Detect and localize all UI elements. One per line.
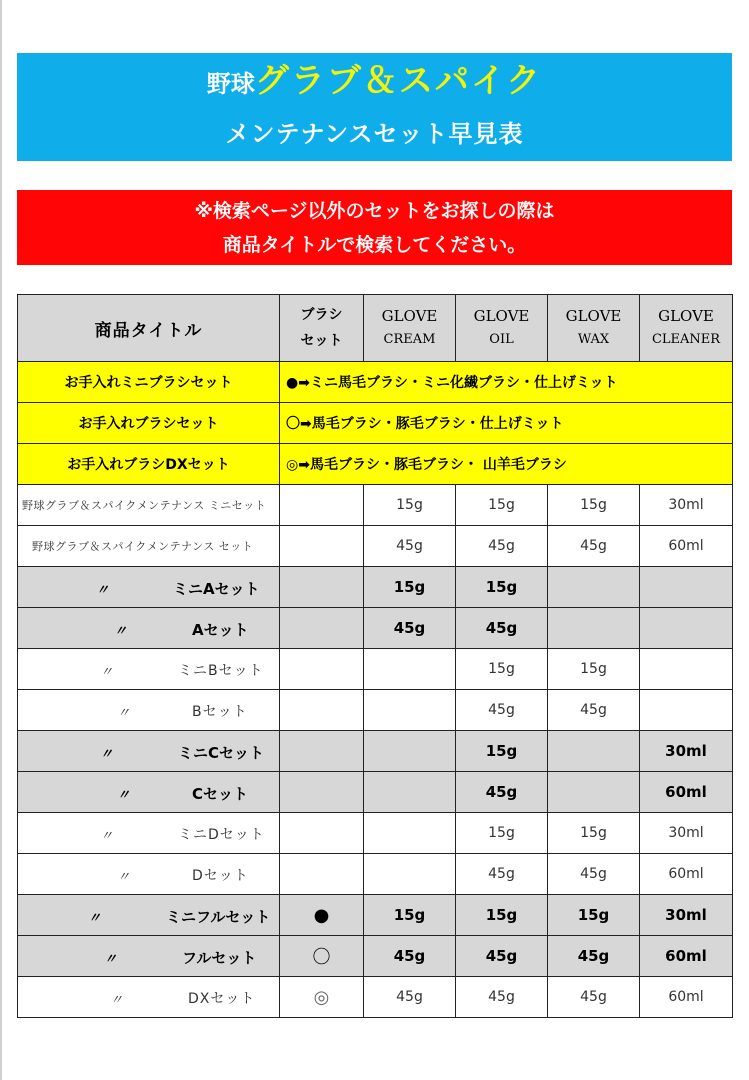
table-row bbox=[18, 854, 733, 895]
cell-brush bbox=[280, 485, 364, 526]
cell-oil: 45g bbox=[456, 936, 548, 977]
cell-brush bbox=[280, 936, 364, 977]
set-name: DXセット bbox=[188, 991, 256, 1007]
brush-mark: ● bbox=[313, 904, 330, 926]
header-cleaner-line2: CLEANER bbox=[651, 332, 721, 347]
header-glove-cream bbox=[364, 295, 456, 362]
title-prefix: 野球 bbox=[206, 70, 255, 98]
cell-brush bbox=[280, 690, 364, 731]
header-brush-set bbox=[280, 295, 364, 362]
cell-brush bbox=[280, 731, 364, 772]
product-name bbox=[18, 936, 280, 977]
ditto-mark: 〃 bbox=[117, 870, 131, 885]
cell-oil: 15g bbox=[456, 485, 548, 526]
cell-wax: 15g bbox=[548, 813, 640, 854]
header-glove-oil bbox=[456, 295, 548, 362]
cell-cream bbox=[364, 772, 456, 813]
cell-cleaner bbox=[640, 608, 733, 649]
cell-brush bbox=[280, 772, 364, 813]
table-header-row bbox=[18, 295, 733, 362]
header-cream-line2: CREAM bbox=[383, 332, 436, 347]
product-name bbox=[18, 895, 280, 936]
table-row bbox=[18, 936, 733, 977]
ditto-mark: 〃 bbox=[100, 665, 114, 680]
set-name: ミニCセット bbox=[178, 744, 265, 762]
cell-wax: 15g bbox=[548, 649, 640, 690]
header-glove-cleaner bbox=[640, 295, 733, 362]
cell-cleaner: 60ml bbox=[640, 977, 733, 1018]
cell-cleaner: 60ml bbox=[640, 936, 733, 977]
cell-cream: 15g bbox=[364, 485, 456, 526]
brush-set-desc: 〇➡馬毛ブラシ・豚毛ブラシ・仕上げミット bbox=[280, 403, 733, 444]
product-name bbox=[18, 977, 280, 1018]
ditto-mark: 〃 bbox=[114, 624, 128, 639]
cell-wax: 45g bbox=[548, 526, 640, 567]
product-name bbox=[18, 608, 280, 649]
table-row bbox=[18, 895, 733, 936]
product-name bbox=[18, 813, 280, 854]
set-name: Aセット bbox=[192, 621, 249, 639]
ditto-mark: 〃 bbox=[88, 911, 102, 926]
set-name: Bセット bbox=[192, 704, 248, 720]
cell-wax: 45g bbox=[548, 936, 640, 977]
cell-cleaner: 30ml bbox=[640, 731, 733, 772]
product-name: 野球グラブ＆スパイクメンテナンス ミニセット bbox=[18, 485, 280, 526]
cell-oil: 45g bbox=[456, 977, 548, 1018]
brush-set-row bbox=[18, 444, 733, 485]
cell-cream: 45g bbox=[364, 526, 456, 567]
header-oil-line1: GLOVE bbox=[473, 307, 530, 325]
product-name bbox=[18, 731, 280, 772]
cell-oil: 45g bbox=[456, 690, 548, 731]
table-row bbox=[18, 731, 733, 772]
cell-cream bbox=[364, 649, 456, 690]
table-row bbox=[18, 649, 733, 690]
notice-line-1: ※検索ページ以外のセットをお探しの際は bbox=[194, 200, 555, 222]
title-banner bbox=[17, 53, 732, 161]
brush-mark: ◎ bbox=[313, 986, 330, 1008]
cell-wax bbox=[548, 731, 640, 772]
brush-set-name: お手入れブラシDXセット bbox=[18, 444, 280, 485]
cell-cream: 15g bbox=[364, 567, 456, 608]
ditto-mark: 〃 bbox=[96, 583, 110, 598]
header-product-title: 商品タイトル bbox=[18, 295, 280, 362]
header-cleaner-line1: GLOVE bbox=[658, 307, 714, 325]
cell-brush bbox=[280, 567, 364, 608]
cell-oil: 15g bbox=[456, 649, 548, 690]
page-edge-line bbox=[0, 0, 2, 1080]
cell-cleaner: 60ml bbox=[640, 854, 733, 895]
brush-set-row bbox=[18, 403, 733, 444]
header-wax-line1: GLOVE bbox=[565, 307, 622, 325]
table-row bbox=[18, 813, 733, 854]
table-row bbox=[18, 567, 733, 608]
cell-oil: 15g bbox=[456, 895, 548, 936]
brush-set-row bbox=[18, 362, 733, 403]
cell-wax: 15g bbox=[548, 895, 640, 936]
title-accent: グラブ＆スパイク bbox=[254, 61, 543, 101]
cell-brush bbox=[280, 977, 364, 1018]
cell-cream: 45g bbox=[364, 977, 456, 1018]
cell-brush bbox=[280, 813, 364, 854]
product-name bbox=[18, 649, 280, 690]
table-row bbox=[18, 977, 733, 1018]
cell-oil: 15g bbox=[456, 567, 548, 608]
cell-oil: 45g bbox=[456, 526, 548, 567]
header-brush-line2: セット bbox=[300, 333, 343, 349]
cell-wax bbox=[548, 608, 640, 649]
cell-oil: 45g bbox=[456, 608, 548, 649]
notice-line-2: 商品タイトルで検索してください。 bbox=[222, 234, 527, 256]
cell-wax: 45g bbox=[548, 690, 640, 731]
title-line-1 bbox=[17, 61, 732, 104]
set-name: ミニBセット bbox=[178, 663, 264, 679]
title-line-2: メンテナンスセット早見表 bbox=[225, 120, 524, 148]
cell-cleaner: 30ml bbox=[640, 485, 733, 526]
header-cream-line1: GLOVE bbox=[381, 307, 438, 325]
cell-oil: 15g bbox=[456, 731, 548, 772]
header-brush-line1: ブラシ bbox=[300, 307, 343, 323]
table-row bbox=[18, 526, 733, 567]
cell-brush bbox=[280, 608, 364, 649]
cell-cleaner: 30ml bbox=[640, 895, 733, 936]
cell-cleaner: 60ml bbox=[640, 772, 733, 813]
ditto-mark: 〃 bbox=[117, 788, 131, 803]
set-name: フルセット bbox=[182, 949, 257, 967]
brush-set-name: お手入れブラシセット bbox=[18, 403, 280, 444]
cell-wax: 45g bbox=[548, 854, 640, 895]
ditto-mark: 〃 bbox=[104, 952, 118, 967]
cell-brush bbox=[280, 649, 364, 690]
cell-wax: 15g bbox=[548, 485, 640, 526]
table-row bbox=[18, 772, 733, 813]
cell-cream: 45g bbox=[364, 936, 456, 977]
table-row bbox=[18, 485, 733, 526]
header-glove-wax bbox=[548, 295, 640, 362]
ditto-mark: 〃 bbox=[117, 706, 131, 721]
cell-cream bbox=[364, 854, 456, 895]
ditto-mark: 〃 bbox=[100, 747, 114, 762]
brush-set-desc: ●➡ミニ馬毛ブラシ・ミニ化繊ブラシ・仕上げミット bbox=[280, 362, 733, 403]
product-name: 野球グラブ＆スパイクメンテナンス セット bbox=[18, 526, 280, 567]
product-name bbox=[18, 854, 280, 895]
cell-cream bbox=[364, 690, 456, 731]
cell-cleaner bbox=[640, 649, 733, 690]
header-wax-line2: WAX bbox=[577, 332, 610, 347]
cell-cream: 45g bbox=[364, 608, 456, 649]
cell-cream bbox=[364, 731, 456, 772]
header-oil-line2: OIL bbox=[489, 332, 514, 347]
cell-brush bbox=[280, 854, 364, 895]
cell-wax bbox=[548, 567, 640, 608]
set-name: ミニDセット bbox=[178, 827, 265, 843]
set-name: Dセット bbox=[192, 868, 249, 884]
cell-wax: 45g bbox=[548, 977, 640, 1018]
cell-cleaner bbox=[640, 567, 733, 608]
table-row bbox=[18, 608, 733, 649]
ditto-mark: 〃 bbox=[110, 993, 124, 1008]
set-comparison-table bbox=[17, 294, 733, 1018]
brush-set-desc: ◎➡馬毛ブラシ・豚毛ブラシ・ 山羊毛ブラシ bbox=[280, 444, 733, 485]
product-name bbox=[18, 690, 280, 731]
cell-cleaner: 60ml bbox=[640, 526, 733, 567]
notice-banner bbox=[17, 190, 732, 265]
cell-cream: 15g bbox=[364, 895, 456, 936]
cell-brush bbox=[280, 895, 364, 936]
ditto-mark: 〃 bbox=[100, 829, 114, 844]
cell-cream bbox=[364, 813, 456, 854]
cell-oil: 45g bbox=[456, 854, 548, 895]
cell-brush bbox=[280, 526, 364, 567]
brush-mark: 〇 bbox=[312, 947, 331, 968]
cell-cleaner bbox=[640, 690, 733, 731]
cell-oil: 45g bbox=[456, 772, 548, 813]
table-row bbox=[18, 690, 733, 731]
product-name bbox=[18, 772, 280, 813]
brush-set-name: お手入れミニブラシセット bbox=[18, 362, 280, 403]
set-name: ミニフルセット bbox=[166, 908, 271, 926]
cell-cleaner: 30ml bbox=[640, 813, 733, 854]
cell-oil: 15g bbox=[456, 813, 548, 854]
set-name: ミニAセット bbox=[173, 580, 260, 598]
cell-wax bbox=[548, 772, 640, 813]
set-name: Cセット bbox=[192, 785, 249, 803]
product-name bbox=[18, 567, 280, 608]
